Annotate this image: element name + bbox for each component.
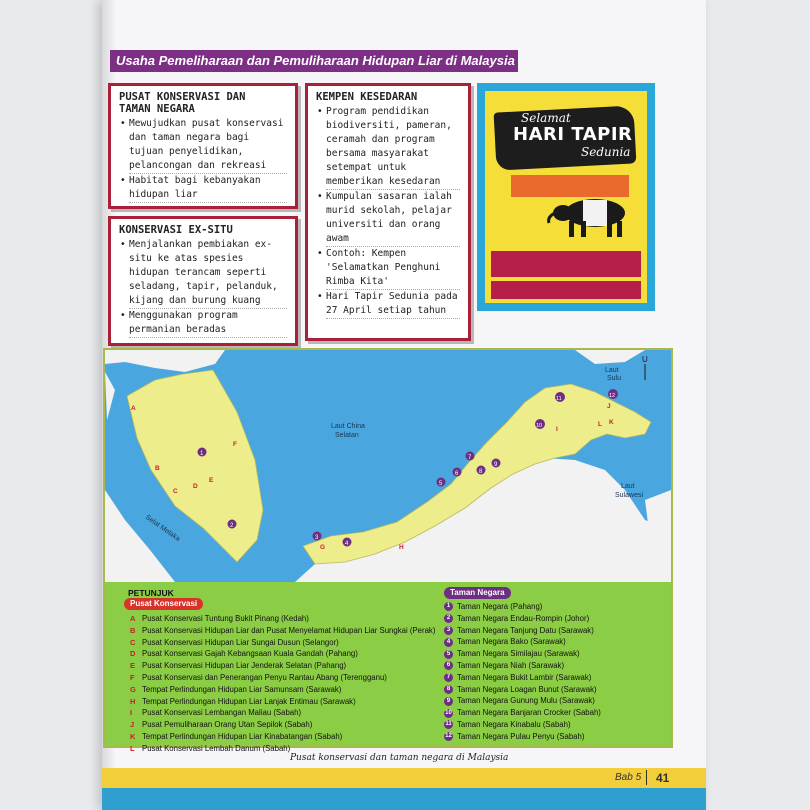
card-item: • Menggunakan program permanian beradas: [129, 309, 287, 338]
page-number: 41: [656, 771, 670, 785]
card-heading: [119, 91, 287, 115]
legend-text: Pusat Konservasi Gajah Kebangsaan Kuala Gandah (Pahang): [142, 649, 358, 659]
legend-key: D: [130, 649, 136, 659]
card-list: [119, 117, 287, 203]
legend-item: [444, 731, 601, 743]
legend-text: Taman Negara Similajau (Sarawak): [457, 649, 580, 659]
legend-text: Pusat Pemuliharaan Orang Utan Sepilok (Sabah): [142, 720, 313, 730]
legend-text: Taman Negara Loagan Bunut (Sarawak): [457, 684, 597, 694]
conservation-marker: B: [155, 465, 160, 472]
legend-text: Taman Negara Endau-Rompin (Johor): [457, 613, 590, 623]
legend-item: [130, 613, 435, 625]
footer-chapter: Bab 5: [615, 772, 642, 783]
poster-background: [485, 91, 647, 303]
card-item: • Kumpulan sasaran ialah murid sekolah, pelajar universiti dan orang awam: [326, 190, 460, 247]
card-list: [119, 238, 287, 338]
legend-item: [130, 719, 435, 731]
park-marker-label: 8: [479, 469, 483, 475]
conservation-marker: E: [209, 477, 214, 484]
tapir-icon: [545, 191, 645, 241]
card-item: • Contoh: Kempen 'Selamatkan Penghuni Rimba Kita': [326, 247, 460, 290]
conservation-marker: J: [607, 403, 611, 410]
legend-key: A: [130, 614, 136, 623]
card-item: • Program pendidikan biodiversiti, pameran, ceramah dan program bersama masyarakat setempat untuk memberikan kesedaran: [326, 105, 460, 190]
legend-taman-list: [444, 601, 601, 743]
legend-text: Taman Negara Bukit Lambir (Sarawak): [457, 672, 592, 682]
card-heading: KEMPEN KESEDARAN: [316, 91, 418, 103]
legend-item: [130, 707, 435, 719]
card-heading-line: PUSAT KONSERVASI DAN: [119, 91, 246, 103]
card-list: [316, 105, 460, 319]
legend-item: [444, 601, 601, 613]
malaysia-map: [105, 350, 671, 582]
legend-key: G: [130, 684, 136, 694]
legend-text: Pusat Konservasi Hidupan Liar dan Pusat Menyelamat Hidupan Liar Sungkai (Perak): [142, 625, 436, 635]
legend-key: K: [130, 731, 136, 741]
park-marker-label: 11: [556, 396, 562, 402]
legend-number: 9: [444, 697, 453, 706]
legend-number: 11: [445, 721, 452, 728]
legend-text: Pusat Konservasi Hidupan Liar Jenderak Selatan (Pahang): [142, 661, 347, 671]
card-item: • Mewujudkan pusat konservasi dan taman negara bagi tujuan penyelidikan, pelancongan dan rekreasi: [129, 117, 287, 174]
footer-divider: [646, 770, 647, 785]
legend-text: Taman Negara Tanjung Datu (Sarawak): [457, 625, 594, 635]
legend-text: Taman Negara Kinabalu (Sabah): [457, 719, 571, 729]
card-item: • Hari Tapir Sedunia pada 27 April setiap tahun: [326, 290, 460, 319]
legend-item: [130, 672, 435, 684]
legend-item: [444, 684, 601, 696]
legend-item: [444, 625, 601, 637]
map-svg: [105, 350, 671, 582]
legend-number: 3: [444, 626, 453, 635]
legend-key: I: [130, 708, 133, 718]
map-caption: Pusat konservasi dan taman negara di Malaysia: [290, 753, 509, 763]
legend-text: Tempat Perlindungan Hidupan Liar Kinabatangan (Sabah): [142, 731, 343, 741]
legend-item: [130, 731, 435, 743]
legend-number: 7: [444, 673, 453, 682]
card-item: • Menjalankan pembiakan ex-situ ke atas spesies hidupan terancam seperti seladang, tapir, pelanduk, kijang dan burung kuang: [129, 238, 287, 309]
legend-text: Taman Negara Niah (Sarawak): [457, 660, 565, 670]
conservation-marker: G: [320, 544, 326, 551]
conservation-marker: C: [173, 488, 178, 495]
legend-item: [444, 636, 601, 648]
legend-text: Tempat Perlindungan Hidupan Liar Lanjak Entimau (Sarawak): [142, 696, 356, 706]
legend-number: 1: [444, 602, 453, 611]
park-marker-label: 12: [609, 393, 616, 399]
legend-item: [130, 696, 435, 708]
park-marker-label: 10: [536, 423, 543, 429]
legend-item: [444, 719, 601, 731]
legend-number: 2: [444, 614, 453, 623]
park-marker-label: 7: [468, 455, 472, 461]
label-laut-sulawesi: Laut: [621, 483, 635, 490]
legend-text: Pusat Konservasi Tuntung Bukit Pinang (Kedah): [142, 614, 309, 623]
legend-text: Taman Negara Banjaran Crocker (Sabah): [457, 708, 601, 718]
label-selatan: Selatan: [335, 432, 359, 439]
legend-number: 10: [445, 709, 452, 716]
legend-item: [130, 660, 435, 672]
legend-item: [444, 672, 601, 684]
conservation-marker: K: [609, 419, 614, 426]
conservation-marker: L: [598, 421, 602, 428]
legend-text: Pusat Konservasi Lembah Danum (Sabah): [142, 743, 291, 753]
legend-number: 4: [444, 638, 453, 647]
legend-text: Tempat Perlindungan Hidupan Liar Samunsam (Sarawak): [142, 684, 342, 694]
legend-key: L: [130, 743, 135, 753]
park-marker-label: 4: [345, 541, 349, 547]
legend-text: Pusat Konservasi Hidupan Liar Sungai Dusun (Selangor): [142, 637, 339, 647]
label-selat-melaka: Selat Melaka: [143, 513, 182, 543]
legend-number: 5: [444, 650, 453, 659]
legend-item: [130, 684, 435, 696]
legend-item: [130, 625, 435, 637]
legend-text: Taman Negara Bako (Sarawak): [457, 637, 566, 647]
card-pusat-konservasi: [108, 83, 298, 209]
conservation-marker: H: [399, 544, 404, 551]
legend-text: Pusat Konservasi dan Penerangan Penyu Rantau Abang (Terengganu): [142, 672, 387, 682]
legend-title: PETUNJUK: [128, 588, 174, 598]
legend-key: E: [130, 661, 136, 671]
label-laut-sulu: Laut: [605, 367, 619, 374]
legend-item: [444, 707, 601, 719]
legend-pusat-list: [130, 613, 435, 755]
conservation-marker: F: [233, 441, 237, 448]
legend-item: [444, 695, 601, 707]
park-marker-label: 1: [200, 451, 204, 457]
park-marker-label: 2: [230, 523, 234, 529]
legend-key: H: [130, 696, 136, 706]
card-heading: KONSERVASI EX-SITU: [119, 224, 233, 236]
legend-text: Taman Negara (Pahang): [457, 602, 543, 611]
legend-key: F: [130, 672, 135, 682]
conservation-marker: A: [131, 405, 136, 412]
legend-item: [444, 660, 601, 672]
legend-key: J: [130, 720, 135, 730]
legend-key: B: [130, 625, 136, 635]
poster-info-box: [491, 281, 641, 299]
legend-item: [130, 637, 435, 649]
legend-number: 8: [444, 685, 453, 694]
legend-text: Taman Negara Gunung Mulu (Sarawak): [457, 696, 595, 706]
poster-title-line: Selamat: [521, 111, 571, 125]
park-marker-label: 9: [494, 462, 498, 468]
legend-badge-taman: Taman Negara: [444, 587, 511, 599]
poster-title-main: HARI TAPIR: [513, 124, 633, 145]
poster-title-line: Sedunia: [581, 145, 631, 159]
conservation-marker: D: [193, 483, 198, 490]
card-item: • Habitat bagi kebanyakan hidupan liar: [129, 174, 287, 203]
label-laut-sulawesi: Sulawesi: [615, 492, 644, 499]
section-title: Usaha Pemeliharaan dan Pemuliharaan Hidupan Liar di Malaysia: [110, 50, 518, 72]
legend-item: [444, 648, 601, 660]
card-heading-line: TAMAN NEGARA: [119, 103, 195, 115]
legend-item: [130, 648, 435, 660]
legend-badge-pusat: Pusat Konservasi: [124, 598, 203, 610]
park-marker-label: 3: [315, 535, 319, 541]
legend-number: 6: [444, 661, 453, 670]
park-marker-label: 5: [439, 481, 443, 487]
compass-north: U: [642, 355, 648, 364]
card-konservasi-ex-situ: [108, 216, 298, 346]
label-laut-sulu: Sulu: [607, 375, 622, 382]
legend-text: Taman Negara Pulau Penyu (Sabah): [457, 731, 585, 741]
legend-text: Pusat Konservasi Lembangan Maliau (Sabah): [142, 708, 302, 718]
footer-band: [102, 788, 706, 810]
park-marker-label: 6: [455, 471, 459, 477]
poster-info-box: [491, 251, 641, 277]
hari-tapir-poster: [477, 83, 655, 311]
legend-item: [444, 613, 601, 625]
legend-key: C: [130, 637, 136, 647]
conservation-marker: I: [556, 426, 558, 433]
legend-number: 12: [445, 733, 452, 740]
label-laut-china: Laut China: [331, 423, 365, 430]
card-kempen-kesedaran: [305, 83, 471, 341]
